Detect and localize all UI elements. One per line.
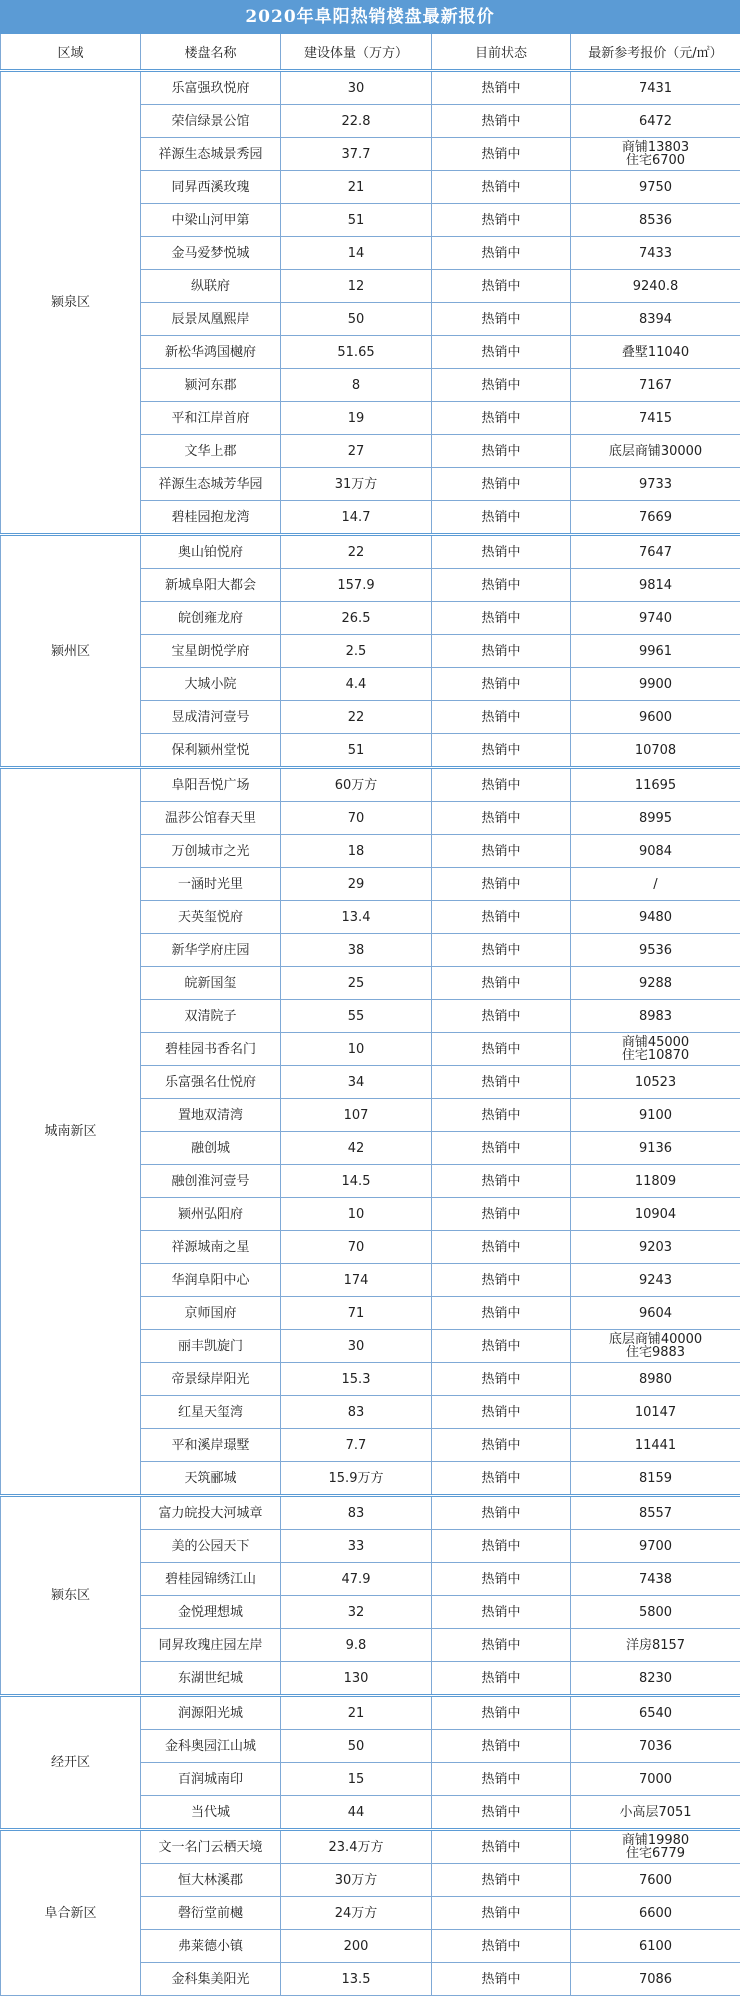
volume-cell: 27 bbox=[281, 435, 432, 468]
status-cell: 热销中 bbox=[432, 1033, 571, 1066]
volume-cell: 34 bbox=[281, 1066, 432, 1099]
volume-cell: 47.9 bbox=[281, 1563, 432, 1596]
price-cell: 10904 bbox=[571, 1198, 740, 1231]
header-district: 区域 bbox=[1, 34, 141, 71]
status-cell: 热销中 bbox=[432, 1930, 571, 1963]
project-name-cell: 当代城 bbox=[141, 1796, 281, 1830]
status-cell: 热销中 bbox=[432, 1264, 571, 1297]
project-name-cell: 润源阳光城 bbox=[141, 1696, 281, 1730]
status-cell: 热销中 bbox=[432, 1429, 571, 1462]
volume-cell: 24万方 bbox=[281, 1897, 432, 1930]
price-cell: 8983 bbox=[571, 1000, 740, 1033]
volume-cell: 26.5 bbox=[281, 602, 432, 635]
volume-cell: 32 bbox=[281, 1596, 432, 1629]
status-cell: 热销中 bbox=[432, 1198, 571, 1231]
price-cell: 7415 bbox=[571, 402, 740, 435]
status-cell: 热销中 bbox=[432, 336, 571, 369]
status-cell: 热销中 bbox=[432, 602, 571, 635]
status-cell: 热销中 bbox=[432, 1000, 571, 1033]
table-body bbox=[1, 71, 740, 1996]
price-cell: 9288 bbox=[571, 967, 740, 1000]
project-name-cell: 荣信绿景公馆 bbox=[141, 105, 281, 138]
project-name-cell: 天筑郦城 bbox=[141, 1462, 281, 1496]
project-name-cell: 金悦理想城 bbox=[141, 1596, 281, 1629]
table-row bbox=[1, 768, 740, 802]
volume-cell: 71 bbox=[281, 1297, 432, 1330]
volume-cell: 13.4 bbox=[281, 901, 432, 934]
price-cell: 10147 bbox=[571, 1396, 740, 1429]
volume-cell: 23.4万方 bbox=[281, 1830, 432, 1864]
volume-cell: 2.5 bbox=[281, 635, 432, 668]
status-cell: 热销中 bbox=[432, 1629, 571, 1662]
table-row bbox=[1, 71, 740, 105]
project-name-cell: 宝星朗悦学府 bbox=[141, 635, 281, 668]
status-cell: 热销中 bbox=[432, 868, 571, 901]
price-cell: 7669 bbox=[571, 501, 740, 535]
project-name-cell: 同昇西溪玫瑰 bbox=[141, 171, 281, 204]
status-cell: 热销中 bbox=[432, 1796, 571, 1830]
project-name-cell: 颍州弘阳府 bbox=[141, 1198, 281, 1231]
project-name-cell: 大城小院 bbox=[141, 668, 281, 701]
project-name-cell: 乐富强玖悦府 bbox=[141, 71, 281, 105]
project-name-cell: 纵联府 bbox=[141, 270, 281, 303]
volume-cell: 70 bbox=[281, 1231, 432, 1264]
price-cell: 5800 bbox=[571, 1596, 740, 1629]
price-cell: 9240.8 bbox=[571, 270, 740, 303]
volume-cell: 15.3 bbox=[281, 1363, 432, 1396]
volume-cell: 25 bbox=[281, 967, 432, 1000]
price-cell: 6472 bbox=[571, 105, 740, 138]
volume-cell: 8 bbox=[281, 369, 432, 402]
price-cell: 11441 bbox=[571, 1429, 740, 1462]
price-cell: 8230 bbox=[571, 1662, 740, 1696]
price-cell: 9700 bbox=[571, 1530, 740, 1563]
project-name-cell: 华润阜阳中心 bbox=[141, 1264, 281, 1297]
price-cell: 7438 bbox=[571, 1563, 740, 1596]
price-cell: 洋房8157 bbox=[571, 1629, 740, 1662]
price-cell: 8557 bbox=[571, 1496, 740, 1530]
price-cell bbox=[571, 1033, 740, 1066]
volume-cell: 14 bbox=[281, 237, 432, 270]
project-name-cell: 文华上郡 bbox=[141, 435, 281, 468]
price-cell bbox=[571, 138, 740, 171]
price-cell: 9814 bbox=[571, 569, 740, 602]
status-cell: 热销中 bbox=[432, 501, 571, 535]
price-line: 商铺13803 bbox=[621, 140, 690, 155]
price-cell: 11809 bbox=[571, 1165, 740, 1198]
status-cell: 热销中 bbox=[432, 1730, 571, 1763]
volume-cell: 10 bbox=[281, 1198, 432, 1231]
volume-cell: 44 bbox=[281, 1796, 432, 1830]
project-name-cell: 弗莱德小镇 bbox=[141, 1930, 281, 1963]
price-cell: 7036 bbox=[571, 1730, 740, 1763]
status-cell: 热销中 bbox=[432, 435, 571, 468]
volume-cell: 9.8 bbox=[281, 1629, 432, 1662]
status-cell: 热销中 bbox=[432, 934, 571, 967]
status-cell: 热销中 bbox=[432, 1563, 571, 1596]
project-name-cell: 新城阜阳大都会 bbox=[141, 569, 281, 602]
project-name-cell: 保利颍州堂悦 bbox=[141, 734, 281, 768]
project-name-cell: 碧桂园锦绣江山 bbox=[141, 1563, 281, 1596]
volume-cell: 31万方 bbox=[281, 468, 432, 501]
volume-cell: 50 bbox=[281, 1730, 432, 1763]
volume-cell: 14.7 bbox=[281, 501, 432, 535]
price-cell: 7433 bbox=[571, 237, 740, 270]
volume-cell: 10 bbox=[281, 1033, 432, 1066]
price-cell: 8536 bbox=[571, 204, 740, 237]
volume-cell: 29 bbox=[281, 868, 432, 901]
status-cell: 热销中 bbox=[432, 1099, 571, 1132]
header-status: 目前状态 bbox=[432, 34, 571, 71]
volume-cell: 83 bbox=[281, 1396, 432, 1429]
status-cell: 热销中 bbox=[432, 1530, 571, 1563]
volume-cell: 174 bbox=[281, 1264, 432, 1297]
price-line: 底层商铺40000 bbox=[608, 1332, 703, 1347]
project-name-cell: 平和溪岸璟墅 bbox=[141, 1429, 281, 1462]
status-cell: 热销中 bbox=[432, 1363, 571, 1396]
project-name-cell: 文一名门云栖天境 bbox=[141, 1830, 281, 1864]
status-cell: 热销中 bbox=[432, 1297, 571, 1330]
volume-cell: 14.5 bbox=[281, 1165, 432, 1198]
price-cell: 9900 bbox=[571, 668, 740, 701]
status-cell: 热销中 bbox=[432, 1830, 571, 1864]
price-cell: 叠墅11040 bbox=[571, 336, 740, 369]
volume-cell: 19 bbox=[281, 402, 432, 435]
status-cell: 热销中 bbox=[432, 1696, 571, 1730]
volume-cell: 30 bbox=[281, 1330, 432, 1363]
price-cell: 8159 bbox=[571, 1462, 740, 1496]
status-cell: 热销中 bbox=[432, 835, 571, 868]
project-name-cell: 阜阳吾悦广场 bbox=[141, 768, 281, 802]
status-cell: 热销中 bbox=[432, 802, 571, 835]
volume-cell: 157.9 bbox=[281, 569, 432, 602]
project-name-cell: 百润城南印 bbox=[141, 1763, 281, 1796]
price-cell: 9136 bbox=[571, 1132, 740, 1165]
volume-cell: 130 bbox=[281, 1662, 432, 1696]
district-cell: 颍泉区 bbox=[1, 71, 141, 535]
status-cell: 热销中 bbox=[432, 701, 571, 734]
status-cell: 热销中 bbox=[432, 1596, 571, 1629]
price-cell: 底层商铺30000 bbox=[571, 435, 740, 468]
volume-cell: 7.7 bbox=[281, 1429, 432, 1462]
header-project-name: 楼盘名称 bbox=[141, 34, 281, 71]
volume-cell: 13.5 bbox=[281, 1963, 432, 1996]
price-line: 住宅6700 bbox=[625, 153, 686, 168]
status-cell: 热销中 bbox=[432, 270, 571, 303]
volume-cell: 42 bbox=[281, 1132, 432, 1165]
table-row bbox=[1, 535, 740, 569]
project-name-cell: 乐富强名仕悦府 bbox=[141, 1066, 281, 1099]
price-cell: 6100 bbox=[571, 1930, 740, 1963]
volume-cell: 21 bbox=[281, 1696, 432, 1730]
project-name-cell: 皖创雍龙府 bbox=[141, 602, 281, 635]
price-cell: 7000 bbox=[571, 1763, 740, 1796]
status-cell: 热销中 bbox=[432, 1396, 571, 1429]
project-name-cell: 一涵时光里 bbox=[141, 868, 281, 901]
project-name-cell: 天英玺悦府 bbox=[141, 901, 281, 934]
volume-cell: 30万方 bbox=[281, 1864, 432, 1897]
price-cell: 10523 bbox=[571, 1066, 740, 1099]
district-cell: 城南新区 bbox=[1, 768, 141, 1496]
project-name-cell: 融创城 bbox=[141, 1132, 281, 1165]
status-cell: 热销中 bbox=[432, 1864, 571, 1897]
status-cell: 热销中 bbox=[432, 138, 571, 171]
status-cell: 热销中 bbox=[432, 1662, 571, 1696]
price-line: 住宅9883 bbox=[625, 1345, 686, 1360]
price-cell: 7431 bbox=[571, 71, 740, 105]
price-cell: 9100 bbox=[571, 1099, 740, 1132]
status-cell: 热销中 bbox=[432, 369, 571, 402]
project-name-cell: 红星天玺湾 bbox=[141, 1396, 281, 1429]
project-name-cell: 昱成清河壹号 bbox=[141, 701, 281, 734]
project-name-cell: 同昇玫瑰庄园左岸 bbox=[141, 1629, 281, 1662]
volume-cell: 30 bbox=[281, 71, 432, 105]
status-cell: 热销中 bbox=[432, 237, 571, 270]
status-cell: 热销中 bbox=[432, 71, 571, 105]
status-cell: 热销中 bbox=[432, 1165, 571, 1198]
header-row bbox=[1, 34, 740, 71]
status-cell: 热销中 bbox=[432, 1066, 571, 1099]
status-cell: 热销中 bbox=[432, 1763, 571, 1796]
price-line: 住宅10870 bbox=[621, 1048, 690, 1063]
project-name-cell: 金科集美阳光 bbox=[141, 1963, 281, 1996]
project-name-cell: 祥源生态城景秀园 bbox=[141, 138, 281, 171]
volume-cell: 200 bbox=[281, 1930, 432, 1963]
price-cell: 6600 bbox=[571, 1897, 740, 1930]
project-name-cell: 磬衍堂前樾 bbox=[141, 1897, 281, 1930]
table-row bbox=[1, 1830, 740, 1864]
volume-cell: 18 bbox=[281, 835, 432, 868]
status-cell: 热销中 bbox=[432, 1231, 571, 1264]
project-name-cell: 奥山铂悦府 bbox=[141, 535, 281, 569]
price-cell: 9600 bbox=[571, 701, 740, 734]
price-cell bbox=[571, 1830, 740, 1864]
project-name-cell: 平和江岸首府 bbox=[141, 402, 281, 435]
project-name-cell: 祥源生态城芳华园 bbox=[141, 468, 281, 501]
price-cell: 9750 bbox=[571, 171, 740, 204]
volume-cell: 12 bbox=[281, 270, 432, 303]
status-cell: 热销中 bbox=[432, 1897, 571, 1930]
price-cell bbox=[571, 1330, 740, 1363]
project-name-cell: 辰景凤凰熙岸 bbox=[141, 303, 281, 336]
volume-cell: 70 bbox=[281, 802, 432, 835]
project-name-cell: 新松华鸿国樾府 bbox=[141, 336, 281, 369]
volume-cell: 50 bbox=[281, 303, 432, 336]
status-cell: 热销中 bbox=[432, 768, 571, 802]
volume-cell: 22 bbox=[281, 701, 432, 734]
project-name-cell: 新华学府庄园 bbox=[141, 934, 281, 967]
price-cell: 6540 bbox=[571, 1696, 740, 1730]
price-cell: 11695 bbox=[571, 768, 740, 802]
status-cell: 热销中 bbox=[432, 668, 571, 701]
project-name-cell: 双清院子 bbox=[141, 1000, 281, 1033]
volume-cell: 107 bbox=[281, 1099, 432, 1132]
price-cell: 小高层7051 bbox=[571, 1796, 740, 1830]
price-cell: 9480 bbox=[571, 901, 740, 934]
price-cell: 8394 bbox=[571, 303, 740, 336]
volume-cell: 33 bbox=[281, 1530, 432, 1563]
price-cell: 9084 bbox=[571, 835, 740, 868]
price-cell: 8995 bbox=[571, 802, 740, 835]
status-cell: 热销中 bbox=[432, 1330, 571, 1363]
table-row bbox=[1, 1696, 740, 1730]
volume-cell: 55 bbox=[281, 1000, 432, 1033]
price-cell: 10708 bbox=[571, 734, 740, 768]
table-row bbox=[1, 1496, 740, 1530]
project-name-cell: 祥源城南之星 bbox=[141, 1231, 281, 1264]
price-cell: 7167 bbox=[571, 369, 740, 402]
status-cell: 热销中 bbox=[432, 1132, 571, 1165]
price-cell: 7600 bbox=[571, 1864, 740, 1897]
project-name-cell: 万创城市之光 bbox=[141, 835, 281, 868]
status-cell: 热销中 bbox=[432, 569, 571, 602]
project-name-cell: 东湖世纪城 bbox=[141, 1662, 281, 1696]
header-price: 最新参考报价（元/㎡） bbox=[571, 34, 740, 71]
status-cell: 热销中 bbox=[432, 171, 571, 204]
status-cell: 热销中 bbox=[432, 1462, 571, 1496]
project-name-cell: 置地双清湾 bbox=[141, 1099, 281, 1132]
price-cell: 9203 bbox=[571, 1231, 740, 1264]
price-cell: 8980 bbox=[571, 1363, 740, 1396]
project-name-cell: 融创淮河壹号 bbox=[141, 1165, 281, 1198]
project-name-cell: 京师国府 bbox=[141, 1297, 281, 1330]
volume-cell: 38 bbox=[281, 934, 432, 967]
status-cell: 热销中 bbox=[432, 204, 571, 237]
project-name-cell: 金马爱梦悦城 bbox=[141, 237, 281, 270]
district-cell: 经开区 bbox=[1, 1696, 141, 1830]
district-cell: 颍东区 bbox=[1, 1496, 141, 1696]
volume-cell: 4.4 bbox=[281, 668, 432, 701]
status-cell: 热销中 bbox=[432, 303, 571, 336]
price-cell: 9961 bbox=[571, 635, 740, 668]
volume-cell: 21 bbox=[281, 171, 432, 204]
project-name-cell: 中梁山河甲第 bbox=[141, 204, 281, 237]
status-cell: 热销中 bbox=[432, 967, 571, 1000]
volume-cell: 22.8 bbox=[281, 105, 432, 138]
status-cell: 热销中 bbox=[432, 402, 571, 435]
price-cell: 9536 bbox=[571, 934, 740, 967]
price-cell: / bbox=[571, 868, 740, 901]
header-volume: 建设体量（万方） bbox=[281, 34, 432, 71]
project-name-cell: 颍河东郡 bbox=[141, 369, 281, 402]
district-cell: 阜合新区 bbox=[1, 1830, 141, 1996]
price-cell: 9733 bbox=[571, 468, 740, 501]
price-cell: 7647 bbox=[571, 535, 740, 569]
status-cell: 热销中 bbox=[432, 635, 571, 668]
price-cell: 9604 bbox=[571, 1297, 740, 1330]
price-line: 住宅6779 bbox=[625, 1846, 686, 1861]
project-name-cell: 富力皖投大河城章 bbox=[141, 1496, 281, 1530]
volume-cell: 15.9万方 bbox=[281, 1462, 432, 1496]
project-name-cell: 碧桂园书香名门 bbox=[141, 1033, 281, 1066]
status-cell: 热销中 bbox=[432, 105, 571, 138]
project-name-cell: 丽丰凯旋门 bbox=[141, 1330, 281, 1363]
project-name-cell: 皖新国玺 bbox=[141, 967, 281, 1000]
volume-cell: 15 bbox=[281, 1763, 432, 1796]
volume-cell: 51 bbox=[281, 204, 432, 237]
volume-cell: 60万方 bbox=[281, 768, 432, 802]
price-cell: 7086 bbox=[571, 1963, 740, 1996]
volume-cell: 51 bbox=[281, 734, 432, 768]
table-title: 2020年阜阳热销楼盘最新报价 bbox=[0, 0, 740, 34]
price-cell: 9243 bbox=[571, 1264, 740, 1297]
project-name-cell: 恒大林溪郡 bbox=[141, 1864, 281, 1897]
price-line: 商铺45000 bbox=[621, 1035, 690, 1050]
price-cell: 9740 bbox=[571, 602, 740, 635]
status-cell: 热销中 bbox=[432, 535, 571, 569]
district-cell: 颍州区 bbox=[1, 535, 141, 768]
project-name-cell: 金科奥园江山城 bbox=[141, 1730, 281, 1763]
status-cell: 热销中 bbox=[432, 1496, 571, 1530]
project-name-cell: 美的公园天下 bbox=[141, 1530, 281, 1563]
volume-cell: 37.7 bbox=[281, 138, 432, 171]
status-cell: 热销中 bbox=[432, 734, 571, 768]
price-table bbox=[0, 34, 740, 1996]
project-name-cell: 帝景绿岸阳光 bbox=[141, 1363, 281, 1396]
status-cell: 热销中 bbox=[432, 1963, 571, 1996]
price-line: 商铺19980 bbox=[621, 1833, 690, 1848]
status-cell: 热销中 bbox=[432, 901, 571, 934]
volume-cell: 83 bbox=[281, 1496, 432, 1530]
status-cell: 热销中 bbox=[432, 468, 571, 501]
volume-cell: 51.65 bbox=[281, 336, 432, 369]
project-name-cell: 温莎公馆春天里 bbox=[141, 802, 281, 835]
project-name-cell: 碧桂园抱龙湾 bbox=[141, 501, 281, 535]
volume-cell: 22 bbox=[281, 535, 432, 569]
